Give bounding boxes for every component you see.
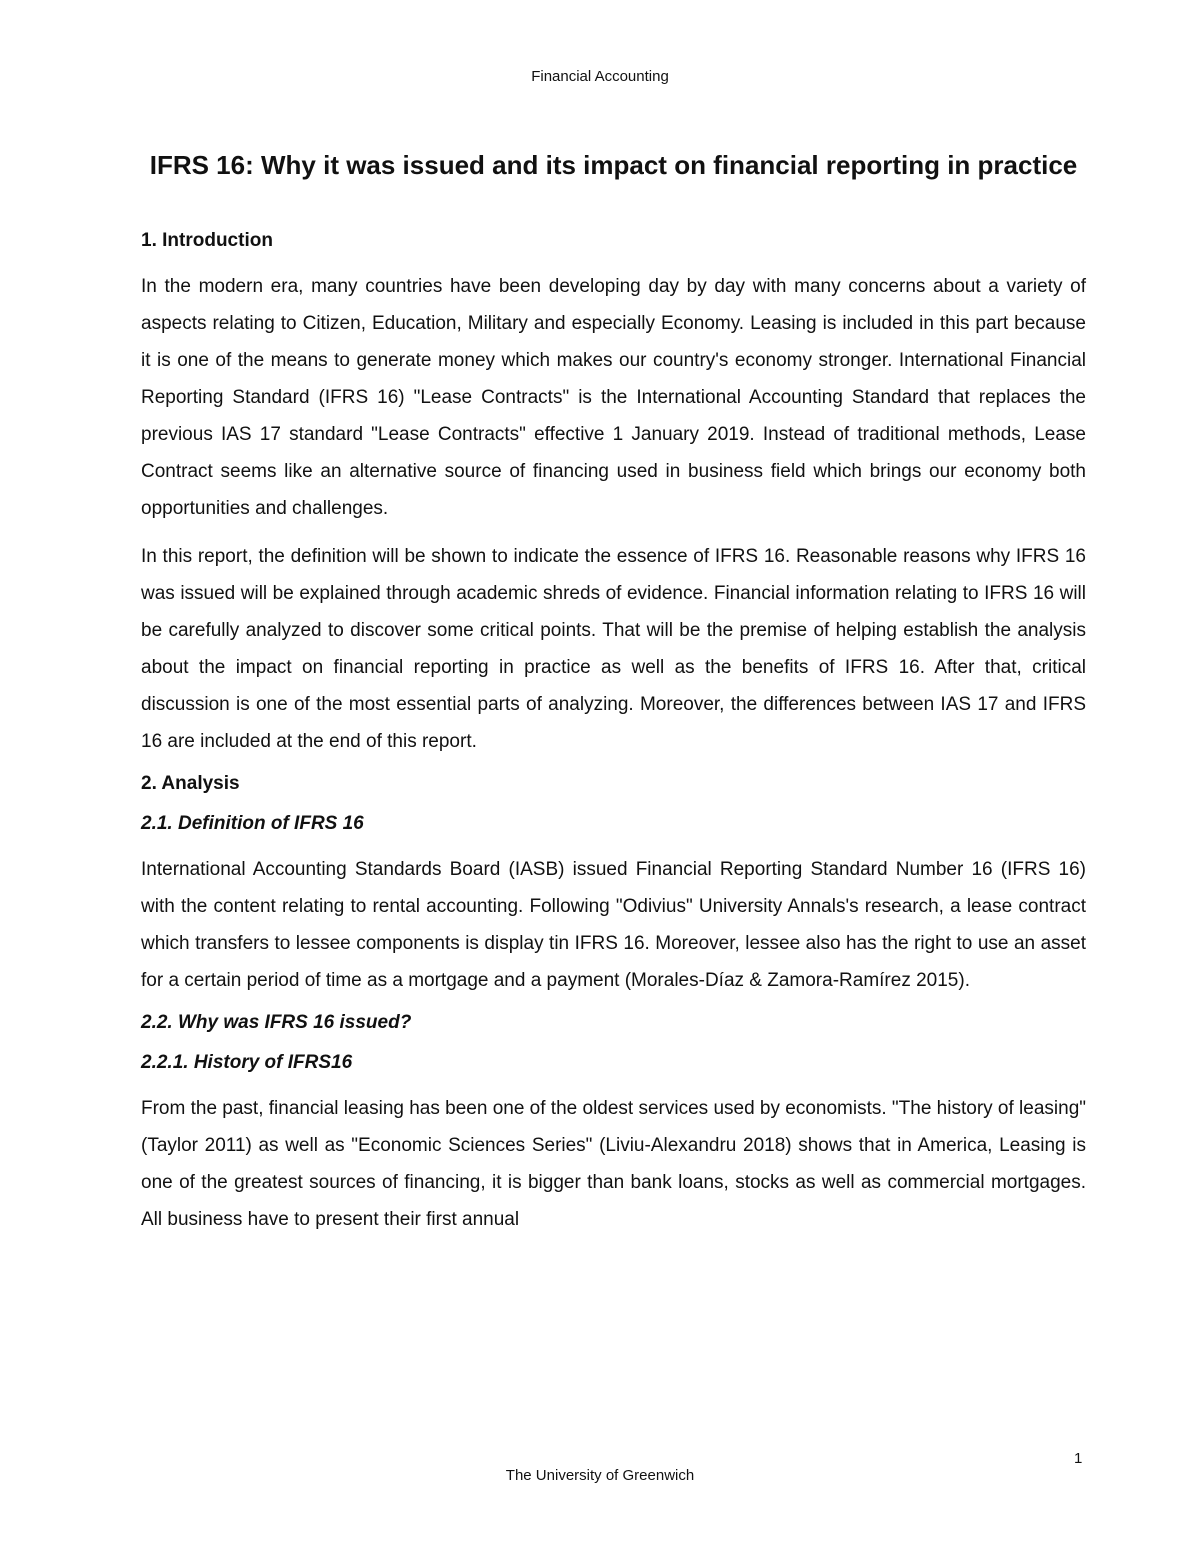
subsection-heading-definition: 2.1. Definition of IFRS 16 bbox=[141, 813, 364, 834]
paragraph-history: From the past, financial leasing has been one of the oldest services used by economists. "The history of leasing" (Taylor 2011) as well as "Economic Sciences Series" (Liviu-Alexandru 2018) shows that in America, Leasing is one of the greatest sources of financing, it is bigger than bank loans, stocks as well as commercial mortgages. All business have to present their first annual bbox=[141, 1098, 1086, 1230]
paragraph-introduction-1: In the modern era, many countries have been developing day by day with many concerns about a variety of aspects relating to Citizen, Education, Military and especially Economy. Leasing is included in this part because it is one of the means to generate money which makes our country's economy stronger. International Financial Reporting Standard (IFRS 16) "Lease Contracts" is the International Accounting Standard that replaces the previous IAS 17 standard "Lease Contracts" effective 1 January 2019. Instead of traditional methods, Lease Contract seems like an alternative source of financing used in business field which brings our economy both opportunities and challenges. bbox=[141, 276, 1086, 519]
paragraph-introduction-2: In this report, the definition will be shown to indicate the essence of IFRS 16. Reasonable reasons why IFRS 16 was issued will be explained through academic shreds of evidence. Financial information relating to IFRS 16 will be carefully analyzed to discover some critical points. That will be the premise of helping establish the analysis about the impact on financial reporting in practice as well as the benefits of IFRS 16. After that, critical discussion is one of the most essential parts of analyzing. Moreover, the differences between IAS 17 and IFRS 16 are included at the end of this report. bbox=[141, 546, 1086, 752]
section-heading-analysis: 2. Analysis bbox=[141, 773, 240, 794]
running-header: Financial Accounting bbox=[531, 68, 669, 85]
paragraph-definition: International Accounting Standards Board (IASB) issued Financial Reporting Standard Number 16 (IFRS 16) with the content relating to rental accounting. Following "Odivius" University Annals's research, a lease contract which transfers to lessee components is display tin IFRS 16. Moreover, lessee also has the right to use an asset for a certain period of time as a mortgage and a payment (Morales-Díaz & Zamora-Ramírez 2015). bbox=[141, 859, 1086, 991]
subsection-heading-history: 2.2.1. History of IFRS16 bbox=[141, 1052, 353, 1073]
section-heading-introduction: 1. Introduction bbox=[141, 230, 273, 251]
document-body bbox=[141, 142, 1086, 1249]
running-footer: The University of Greenwich bbox=[505, 1467, 695, 1484]
subsection-heading-why-issued: 2.2. Why was IFRS 16 issued? bbox=[141, 1012, 412, 1033]
document-title: IFRS 16: Why it was issued and its impact on financial reporting in practice bbox=[149, 150, 1078, 180]
page-number: 1 bbox=[1074, 1450, 1083, 1467]
